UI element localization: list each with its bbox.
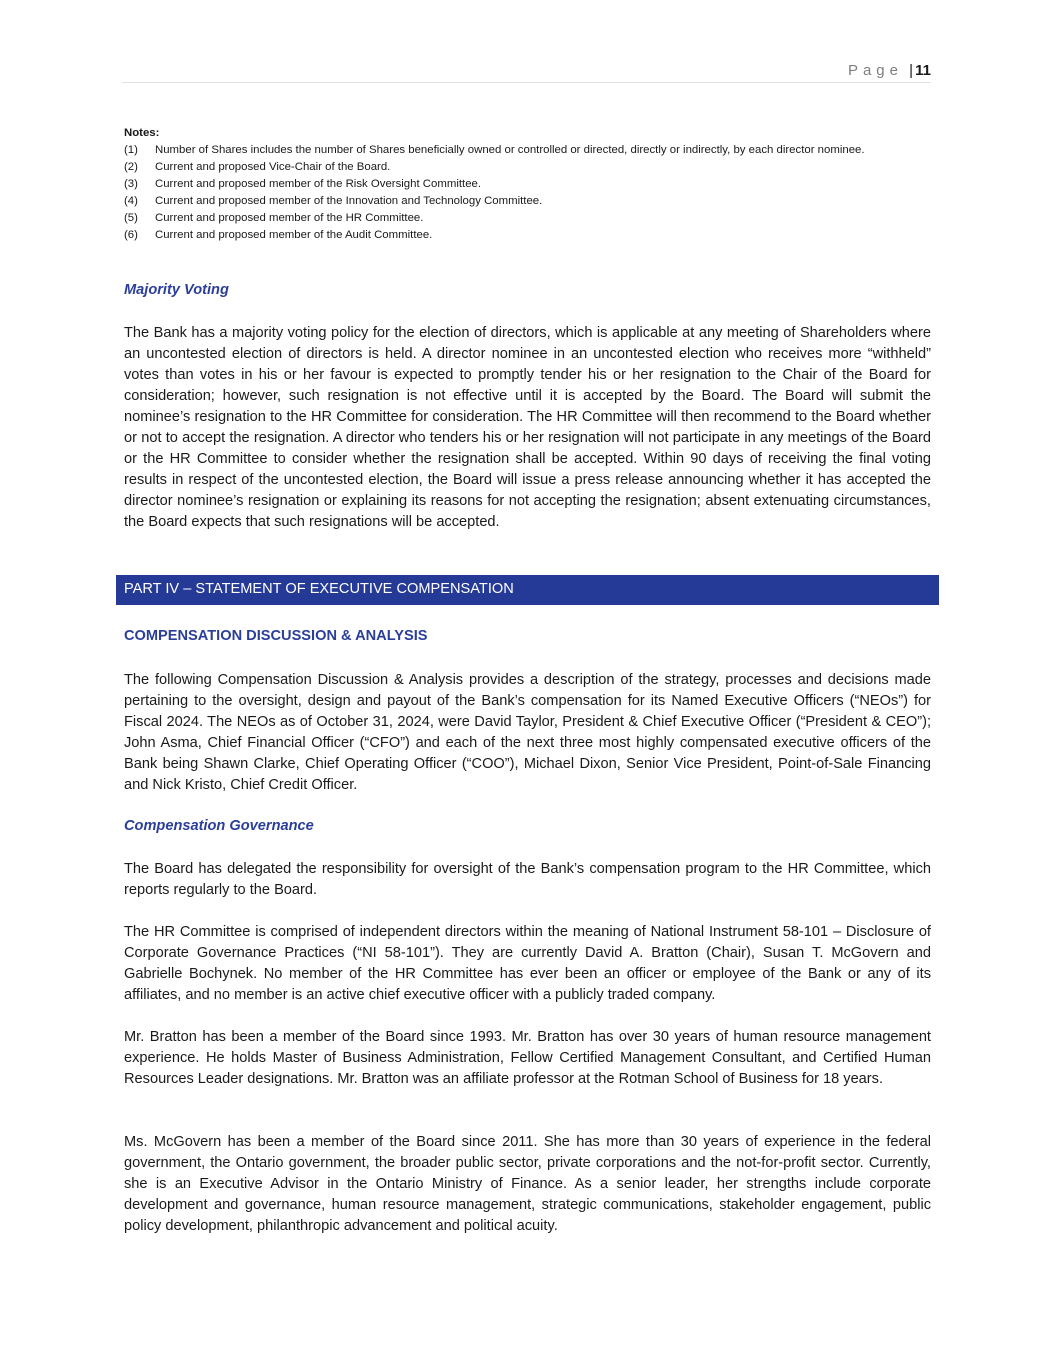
note-item	[124, 193, 931, 210]
part-iv-banner	[116, 575, 939, 605]
page-header	[122, 58, 931, 83]
note-text: Current and proposed member of the Risk Oversight Committee.	[155, 178, 482, 190]
cda-paragraph: The following Compensation Discussion & Analysis provides a description of the strategy, processes and decisions made pertaining to the oversight, design and payout of the Bank’s compensation for its Named Executive Officers (“NEOs”) for Fiscal 2024. The NEOs as of October 31, 2024, were David Taylor, President & Chief Executive Officer (“President & CEO”); John Asma, Chief Financial Officer (“CFO”) and each of the next three most highly compensated executive officers of the Bank being Shawn Clarke, Chief Operating Officer (“COO”), Michael Dixon, Senior Vice President, Point-of-Sale Financing and Nick Kristo, Chief Credit Officer.	[124, 672, 931, 793]
note-item	[124, 142, 931, 159]
note-number: (2)	[124, 161, 138, 173]
page-label: Page	[847, 62, 903, 79]
notes-section	[124, 125, 931, 244]
governance-paragraph-3: Mr. Bratton has been a member of the Board since 1993. Mr. Bratton has over 30 years of human resource management experience. He holds Master of Business Administration, Fellow Certified Management Consultant, and Certified Human Resources Leader designations. Mr. Bratton was an affiliate professor at the Rotman School of Business for 18 years.	[124, 1029, 931, 1087]
part-iv-title: PART IV – STATEMENT OF EXECUTIVE COMPENSATION	[124, 581, 514, 597]
note-number: (1)	[124, 144, 138, 156]
note-item	[124, 159, 931, 176]
note-item	[124, 227, 931, 244]
note-item	[124, 176, 931, 193]
note-number: (3)	[124, 178, 138, 190]
majority-voting-heading: Majority Voting	[124, 282, 229, 298]
note-number: (5)	[124, 212, 138, 224]
governance-paragraph-2: The HR Committee is comprised of independent directors within the meaning of National Instrument 58-101 – Disclosure of Corporate Governance Practices (“NI 58-101”). They are currently David A. Bratton (Chair), Susan T. McGovern and Gabrielle Bochynek. No member of the HR Committee has ever been an officer or employee of the Bank or any of its affiliates, and no member is an active chief executive officer with a publicly traded company.	[124, 924, 931, 1003]
note-text: Current and proposed Vice-Chair of the Board.	[155, 161, 391, 173]
note-number: (6)	[124, 229, 138, 241]
note-text: Number of Shares includes the number of Shares beneficially owned or controlled or directed, directly or indirectly, by each director nominee.	[155, 144, 865, 156]
cda-heading: COMPENSATION DISCUSSION & ANALYSIS	[124, 628, 428, 644]
notes-title: Notes:	[124, 127, 160, 139]
note-text: Current and proposed member of the HR Committee.	[155, 212, 424, 224]
majority-voting-paragraph: The Bank has a majority voting policy for the election of directors, which is applicable at any meeting of Shareholders where an uncontested election of directors is held. A director nominee in an uncontested election who receives more “withheld” votes than votes in his or her favour is expected to promptly tender his or her resignation to the Chair of the Board for consideration; however, such resignation is not effective until it is accepted by the Board. The Board will submit the nominee’s resignation to the HR Committee for consideration. The HR Committee will then recommend to the Board whether or not to accept the resignation. A director who tenders his or her resignation will not participate in any meetings of the Board or the HR Committee to consider whether the resignation shall be accepted. Within 90 days of receiving the final voting results in respect of the uncontested election, the Board will issue a press release announcing whether it has accepted the director nominee’s resignation or explaining its reasons for not accepting the resignation; absent extenuating circumstances, the Board expects that such resignations will be accepted.	[124, 325, 931, 530]
note-item	[124, 210, 931, 227]
governance-paragraph-4: Ms. McGovern has been a member of the Board since 2011. She has more than 30 years of experience in the federal government, the Ontario government, the broader public sector, private corporations and the not-for-profit sector. Currently, she is an Executive Advisor in the Ontario Ministry of Finance. As a senior leader, her strengths include corporate development and governance, human resource management, strategic communications, stakeholder engagement, public policy development, philanthropic advancement and political acuity.	[124, 1134, 931, 1234]
governance-heading: Compensation Governance	[124, 818, 314, 834]
governance-paragraph-1: The Board has delegated the responsibility for oversight of the Bank’s compensation program to the HR Committee, which reports regularly to the Board.	[124, 861, 931, 898]
note-number: (4)	[124, 195, 138, 207]
page-number: 11	[915, 62, 931, 79]
note-text: Current and proposed member of the Audit Committee.	[155, 229, 433, 241]
note-text: Current and proposed member of the Innovation and Technology Committee.	[155, 195, 543, 207]
page-separator: |	[909, 62, 913, 79]
